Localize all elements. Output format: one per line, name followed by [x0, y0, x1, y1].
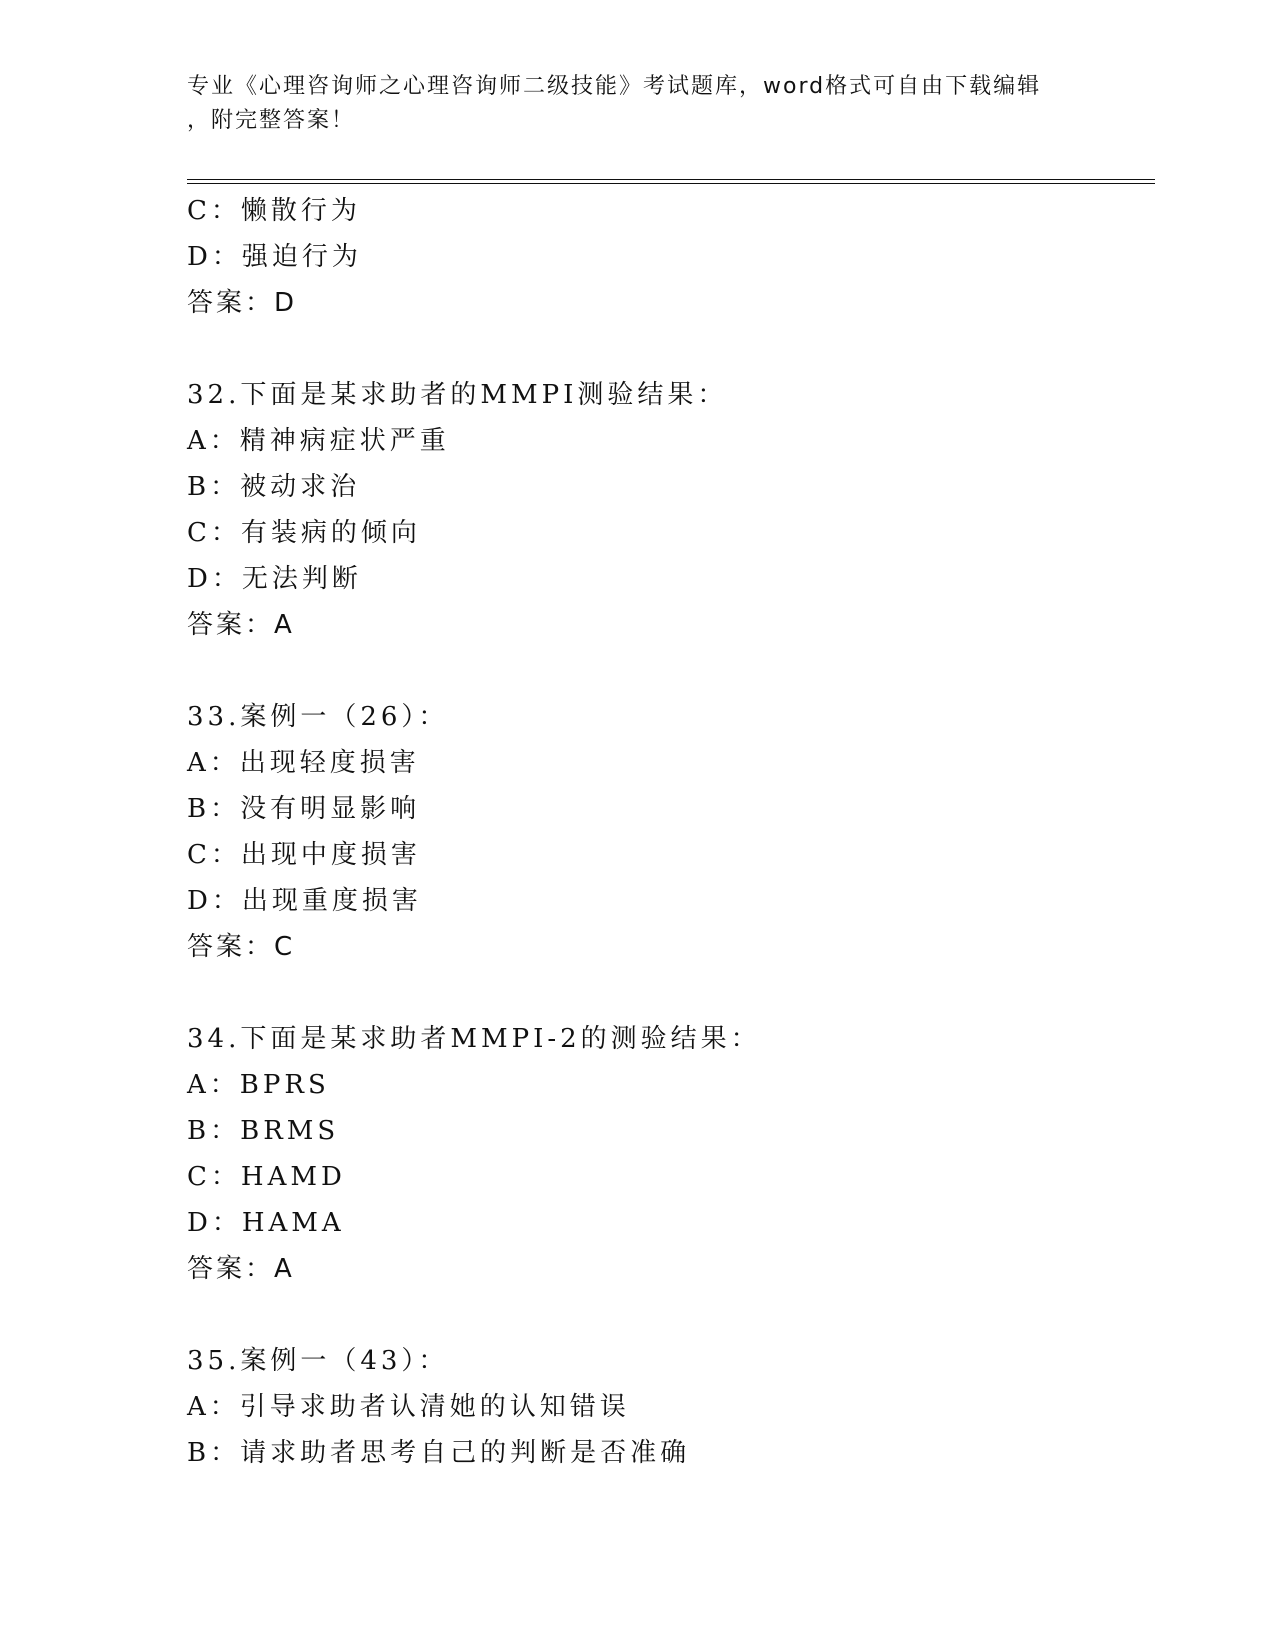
option-c: C：有装病的倾向: [187, 518, 421, 548]
option-c: C：懒散行为: [187, 196, 361, 226]
header-divider-bottom: [187, 183, 1155, 184]
option-b: B：没有明显影响: [187, 794, 421, 824]
header-title-line-2: ，附完整答案！: [187, 108, 356, 133]
question-stem: 32.下面是某求助者的MMPI测验结果：: [187, 380, 728, 410]
question-34: [187, 1016, 1147, 1292]
question-stem: 33.案例一（26）：: [187, 702, 449, 732]
option-c: C：出现中度损害: [187, 840, 421, 870]
question-33: [187, 694, 1147, 970]
spacer: [187, 1292, 1147, 1338]
option-a: A：BPRS: [187, 1070, 330, 1100]
option-c: C：HAMD: [187, 1162, 346, 1192]
question-list: [187, 188, 1147, 1476]
option-d: D：出现重度损害: [187, 886, 422, 916]
option-b: B：请求助者思考自己的判断是否准确: [187, 1438, 691, 1468]
partial-question: [187, 188, 1147, 326]
spacer: [187, 326, 1147, 372]
option-d: D：HAMA: [187, 1208, 345, 1238]
header-divider-top: [187, 179, 1155, 180]
answer: 答案：D: [187, 288, 298, 318]
option-a: A：引导求助者认清她的认知错误: [187, 1392, 630, 1422]
question-32: [187, 372, 1147, 648]
option-d: D：无法判断: [187, 564, 362, 594]
option-b: B：BRMS: [187, 1116, 340, 1146]
answer: 答案：A: [187, 610, 295, 640]
document-header: [187, 70, 1087, 138]
option-a: A：出现轻度损害: [187, 748, 420, 778]
option-d: D：强迫行为: [187, 242, 362, 272]
question-stem: 35.案例一（43）：: [187, 1346, 449, 1376]
option-b: B：被动求治: [187, 472, 361, 502]
spacer: [187, 648, 1147, 694]
option-a: A：精神病症状严重: [187, 426, 450, 456]
answer: 答案：C: [187, 932, 296, 962]
question-stem: 34.下面是某求助者MMPI-2的测验结果：: [187, 1024, 761, 1054]
question-35: [187, 1338, 1147, 1476]
header-title-line-1: 专业《心理咨询师之心理咨询师二级技能》考试题库，word格式可自由下载编辑: [187, 74, 1042, 99]
spacer: [187, 970, 1147, 1016]
answer: 答案：A: [187, 1254, 295, 1284]
